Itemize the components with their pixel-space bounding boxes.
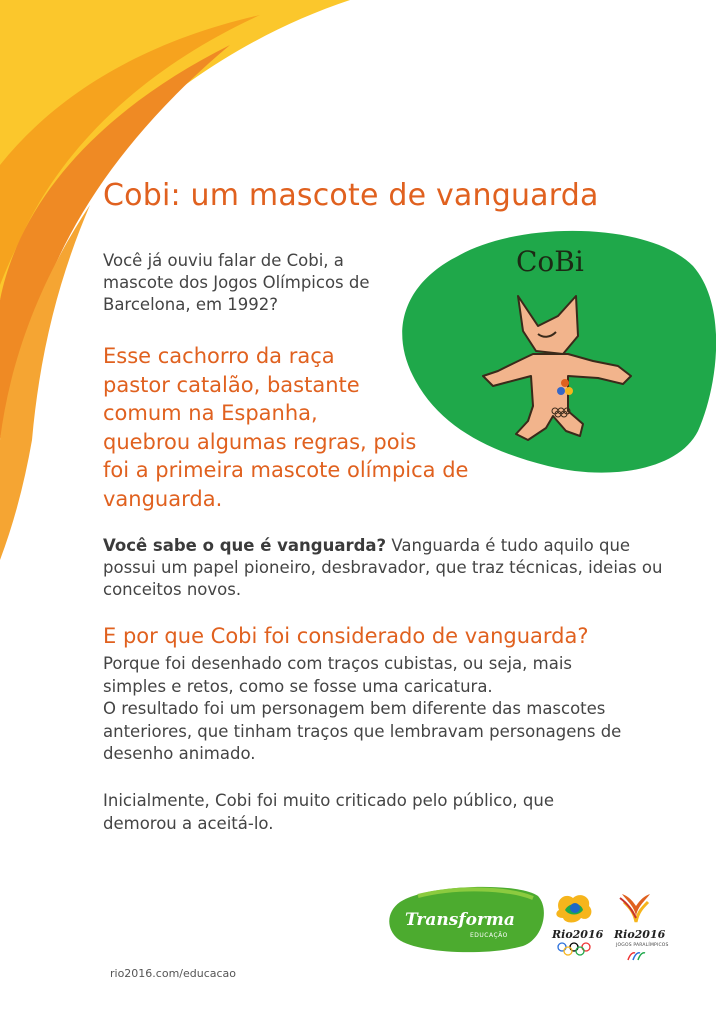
rio2016-paralympic-text: Rio2016 <box>614 928 666 941</box>
explanation-line: Porque foi desenhado com traços cubistas, ou seja, mais <box>103 654 573 673</box>
transforma-logo-text: Transforma <box>405 910 515 930</box>
highlight-paragraph <box>103 342 523 513</box>
explanation-line: simples e retos, como se fosse uma caricatura. <box>103 676 493 696</box>
question-lead: Você sabe o que é vanguarda? <box>103 536 387 555</box>
olympic-rings-icon <box>556 942 592 956</box>
explanation-line: O resultado foi um personagem bem diferente das mascotes <box>103 699 606 718</box>
page-title: Cobi: um mascote de vanguarda <box>103 178 599 213</box>
transforma-logo-subtext: EDUCAÇÃO <box>470 932 508 939</box>
rio2016-paralympic-emblem <box>614 888 658 928</box>
intro-paragraph: Você já ouviu falar de Cobi, a mascote dos Jogos Olímpicos de Barcelona, em 1992? <box>103 251 370 314</box>
rio2016-olympic-text: Rio2016 <box>552 928 604 941</box>
paralympic-agitos-icon <box>626 950 646 962</box>
cobi-logo-text: CoBi <box>516 245 584 278</box>
footer-url: rio2016.com/educacao <box>110 967 237 980</box>
highlight-line: quebrou algumas regras, pois <box>103 429 417 454</box>
explanation-line: anteriores, que tinham traços que lembravam personagens de <box>103 721 622 741</box>
explanation-paragraph <box>103 653 663 766</box>
highlight-line: Esse cachorro da raça <box>103 344 335 368</box>
question-paragraph <box>103 535 663 601</box>
explanation-line: desenho animado. <box>103 744 256 763</box>
rio2016-olympic-emblem <box>551 890 601 928</box>
highlight-line: pastor catalão, bastante <box>103 372 360 397</box>
question-answer: Vanguarda é tudo aquilo que possui um papel pioneiro, desbravador, que traz técnicas, ideias ou conceitos novos. <box>103 536 663 599</box>
closing-paragraph <box>103 790 663 835</box>
closing-line: Inicialmente, Cobi foi muito criticado pelo público, que <box>103 791 554 810</box>
highlight-line: vanguarda. <box>103 486 223 511</box>
rio2016-paralympic-subtext: JOGOS PARALÍMPICOS <box>616 943 669 948</box>
closing-line: demorou a aceitá-lo. <box>103 813 274 833</box>
highlight-line: foi a primeira mascote olímpica de <box>103 458 469 482</box>
highlight-line: comum na Espanha, <box>103 401 318 425</box>
section-subtitle: E por que Cobi foi considerado de vanguarda? <box>103 624 589 648</box>
